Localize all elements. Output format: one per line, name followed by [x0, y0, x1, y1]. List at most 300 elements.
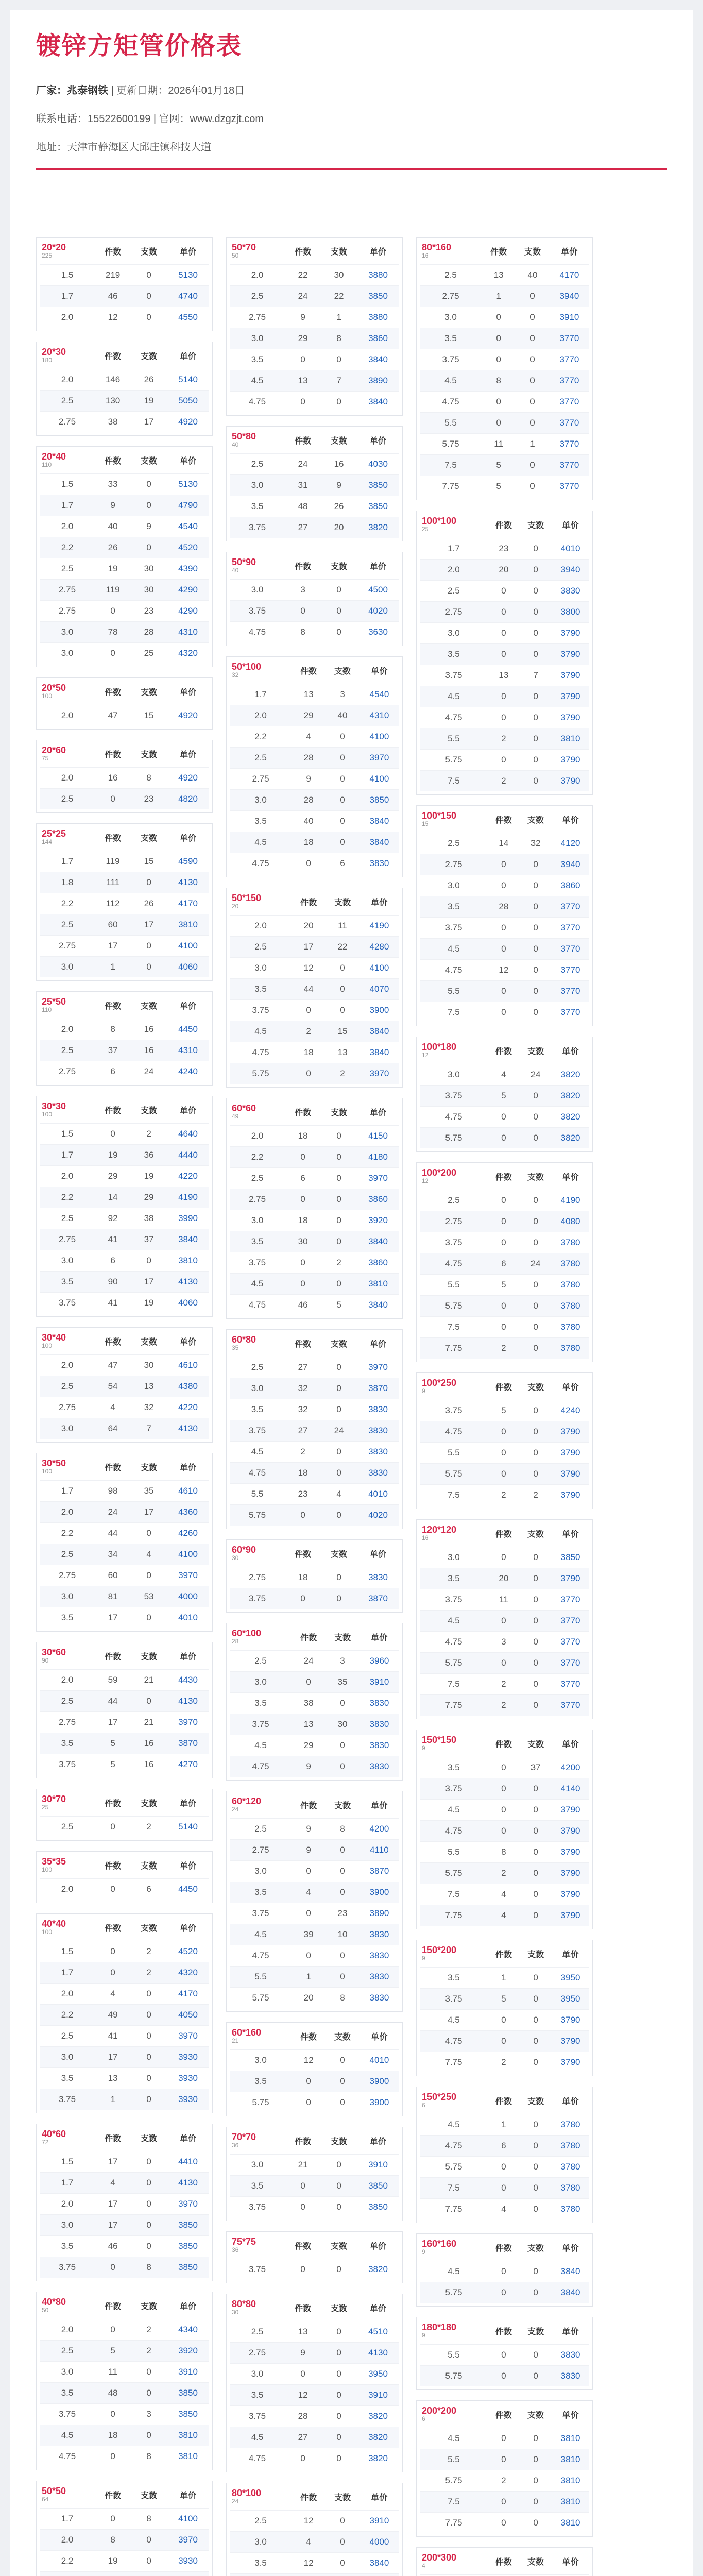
price-cell: 4100: [359, 958, 399, 979]
price-header: 单价: [562, 1740, 579, 1749]
spec-count: 20: [232, 903, 239, 910]
spec-table-head: [230, 888, 399, 916]
price-cell: 4450: [167, 1879, 209, 1900]
spec-count: 36: [232, 2142, 239, 2149]
price-cell: 3830: [552, 2366, 589, 2387]
spec-table-body: [230, 684, 399, 874]
pieces-cell: 17: [95, 2151, 131, 2173]
price-cell: 3790: [552, 1568, 589, 1589]
pieces-header: 件数: [495, 521, 512, 530]
price-cell: 3920: [357, 1210, 399, 1231]
spec-table-head: [40, 342, 209, 369]
pieces-header: 件数: [295, 2137, 312, 2146]
table-row: [40, 2362, 209, 2383]
thickness-cell: 3.0: [230, 2364, 285, 2385]
spec-table-head: [420, 1373, 589, 1400]
thickness-cell: 7.5: [420, 455, 482, 476]
company-line: [36, 82, 667, 97]
thickness-cell: 2.2: [230, 726, 292, 748]
thickness-cell: 5.75: [420, 1653, 488, 1674]
pieces-header: 件数: [105, 247, 122, 257]
thickness-cell: 1.7: [420, 538, 488, 560]
price-cell: 4120: [552, 833, 589, 854]
price-cell: 3780: [552, 1253, 589, 1275]
thickness-cell: 2.75: [420, 854, 488, 875]
pieces-cell: 0: [488, 644, 520, 665]
pieces-cell: 6: [285, 1168, 321, 1189]
thickness-cell: 3.75: [230, 1588, 285, 1609]
spec-count: 100: [42, 1111, 53, 1118]
price-header: 单价: [371, 1801, 388, 1810]
thickness-cell: 2.75: [230, 769, 292, 790]
spec-card: [416, 511, 593, 795]
spec-table: [230, 2232, 399, 2280]
price-cell: 3820: [357, 2448, 399, 2469]
thickness-cell: 2.75: [230, 1189, 285, 1210]
table-row: [230, 2553, 399, 2574]
price-cell: 3810: [552, 2513, 589, 2534]
pieces-cell: 2: [488, 771, 520, 792]
price-cell: 3790: [552, 771, 589, 792]
thickness-cell: 3.0: [40, 622, 95, 643]
pieces-cell: 37: [95, 1040, 131, 1061]
spec-size: 30*50: [42, 1458, 66, 1468]
spec-count: 100: [42, 1928, 53, 1936]
thickness-cell: 5.5: [420, 2345, 488, 2366]
spec-table: [420, 1520, 589, 1716]
spec-count: 100: [42, 1342, 53, 1350]
price-cell: 4200: [552, 1757, 589, 1778]
price-cell: [167, 2572, 209, 2576]
spec-table-head: [230, 427, 399, 454]
company-name: 兆泰钢铁: [67, 85, 108, 96]
price-cell: 3840: [357, 392, 399, 413]
pieces-cell: 11: [95, 2362, 131, 2383]
table-row: [420, 918, 589, 939]
table-row: [40, 580, 209, 601]
pieces-cell: 17: [95, 2215, 131, 2236]
thickness-cell: 2.5: [230, 2511, 292, 2532]
spec-header-row: [40, 2124, 209, 2151]
thickness-cell: 3.5: [230, 811, 292, 832]
count-cell: 0: [321, 2448, 357, 2469]
count-cell: 37: [520, 1757, 552, 1778]
price-cell: 4450: [167, 1019, 209, 1040]
pieces-header: 件数: [105, 2134, 122, 2143]
thickness-cell: 2.0: [40, 705, 95, 726]
count-header: 支数: [334, 1801, 351, 1810]
spec-header-row: [40, 740, 209, 768]
table-row: [230, 1463, 399, 1484]
count-header: 支数: [141, 834, 158, 843]
thickness-cell: 4.75: [230, 1756, 292, 1777]
pieces-cell: 0: [292, 1672, 325, 1693]
table-row: [420, 1275, 589, 1296]
spec-count: 64: [42, 2496, 49, 2503]
table-row: [420, 623, 589, 644]
table-row: [420, 2010, 589, 2031]
spec-card: [36, 237, 213, 331]
thickness-cell: 4.5: [230, 1021, 292, 1042]
spec-size: 60*60: [232, 1103, 256, 1113]
table-row: [40, 789, 209, 810]
pieces-cell: 4: [488, 1064, 520, 1086]
spec-card: [36, 991, 213, 1086]
spec-table-body: [230, 1357, 399, 1526]
spec-table-body: [230, 1567, 399, 1609]
price-cell: 3790: [552, 1464, 589, 1485]
pieces-cell: 29: [285, 328, 321, 349]
thickness-cell: 3.75: [420, 349, 482, 370]
price-cell: 3900: [359, 1882, 399, 1903]
price-cell: 3790: [552, 1485, 589, 1506]
spec-table: [40, 678, 209, 726]
thickness-cell: 2.5: [230, 1168, 285, 1189]
pieces-header: 件数: [300, 1633, 317, 1642]
price-header: 单价: [180, 750, 197, 759]
price-cell: 4170: [550, 265, 589, 286]
price-cell: 3850: [357, 475, 399, 496]
pieces-cell: 20: [488, 560, 520, 581]
table-row: [230, 1042, 399, 1063]
spec-table-head: [40, 447, 209, 474]
price-cell: 4430: [167, 1670, 209, 1691]
thickness-cell: 3.75: [230, 601, 285, 622]
spec-size: 50*100: [232, 661, 262, 672]
spec-header-row: [230, 552, 399, 580]
pieces-cell: 0: [95, 601, 131, 622]
price-cell: 3770: [550, 370, 589, 392]
count-cell: 0: [520, 1800, 552, 1821]
price-columns: [36, 237, 667, 2576]
count-cell: 0: [321, 1357, 357, 1378]
price-cell: 3790: [552, 2010, 589, 2031]
table-row: [420, 286, 589, 307]
thickness-cell: 5.5: [420, 413, 482, 434]
price-cell: 3870: [357, 1588, 399, 1609]
spec-name: [40, 1453, 95, 1481]
spec-size: 30*30: [42, 1100, 66, 1111]
price-cell: 3770: [552, 1653, 589, 1674]
price-cell: 3810: [357, 1274, 399, 1295]
price-cell: 4340: [167, 2319, 209, 2341]
spec-table-head: [420, 1730, 589, 1757]
count-cell: 6: [325, 853, 359, 874]
table-row: [230, 1484, 399, 1505]
spec-header-row: [40, 1914, 209, 1941]
count-cell: 0: [131, 957, 167, 978]
spec-name: [230, 2023, 292, 2050]
count-cell: 26: [131, 893, 167, 914]
table-row: [230, 496, 399, 517]
count-cell: 0: [131, 2026, 167, 2047]
spec-card: [416, 1730, 593, 1929]
thickness-cell: 2.5: [40, 1208, 95, 1229]
pieces-cell: 0: [488, 2449, 520, 2470]
table-row: [230, 1588, 399, 1609]
pieces-header: 件数: [105, 2491, 122, 2500]
count-header: 支数: [141, 1652, 158, 1662]
table-row: [40, 495, 209, 516]
count-cell: 0: [131, 1607, 167, 1629]
thickness-cell: 3.75: [420, 1086, 488, 1107]
table-row: [40, 1544, 209, 1565]
website-link[interactable]: | 官网：www.dzgzjt.com: [153, 113, 264, 125]
spec-card: [36, 1789, 213, 1841]
table-row: [40, 622, 209, 643]
count-header: 支数: [527, 2097, 544, 2106]
pieces-cell: 12: [292, 2050, 325, 2071]
spec-table-body: [40, 2151, 209, 2278]
table-row: [230, 1210, 399, 1231]
pieces-cell: 0: [488, 1211, 520, 1232]
spec-table: [230, 2483, 399, 2576]
thickness-cell: 5.75: [420, 2470, 488, 2492]
thickness-cell: 3.0: [40, 1250, 95, 1272]
spec-table-head: [40, 824, 209, 851]
spec-table-body: [40, 1355, 209, 1439]
pieces-cell: 0: [482, 307, 516, 328]
pieces-cell: 41: [95, 2026, 131, 2047]
thickness-cell: 5.75: [420, 2366, 488, 2387]
price-header: 单价: [180, 688, 197, 697]
table-row: [420, 2282, 589, 2303]
thickness-cell: 1.7: [40, 495, 95, 516]
price-cell: 3840: [359, 1042, 399, 1063]
count-cell: 0: [516, 349, 550, 370]
spec-name: [420, 2401, 488, 2428]
count-cell: 0: [321, 2259, 357, 2280]
price-cell: 3810: [552, 2428, 589, 2449]
price-cell: 3810: [167, 2425, 209, 2446]
pieces-cell: 13: [292, 1714, 325, 1735]
spec-table-body: [420, 1757, 589, 1926]
price-cell: 3780: [552, 1338, 589, 1359]
table-row: [420, 2428, 589, 2449]
spec-table-body: [420, 1064, 589, 1149]
price-cell: 3830: [359, 853, 399, 874]
spec-size: 30*60: [42, 1647, 66, 1657]
table-row: [420, 1421, 589, 1443]
spec-count: 12: [422, 1052, 429, 1059]
spec-count: 75: [42, 755, 49, 762]
pieces-cell: 2: [292, 1021, 325, 1042]
thickness-cell: 4.5: [230, 2427, 285, 2448]
thickness-cell: [230, 2574, 292, 2576]
table-row: [40, 1502, 209, 1523]
price-cell: 3840: [167, 1229, 209, 1250]
price-cell: 3950: [552, 1989, 589, 2010]
count-cell: 0: [325, 1756, 359, 1777]
thickness-cell: 2.5: [230, 2321, 285, 2343]
count-header: 支数: [331, 1550, 348, 1559]
spec-table-head: [230, 2023, 399, 2050]
pieces-cell: 26: [95, 537, 131, 558]
spec-name: [420, 1520, 488, 1547]
spec-count: 9: [422, 1955, 425, 1962]
thickness-cell: 5.75: [420, 1863, 488, 1884]
price-cell: 4050: [167, 2005, 209, 2026]
pieces-cell: 29: [292, 705, 325, 726]
spec-header-row: [420, 2317, 589, 2345]
spec-size: 50*150: [232, 892, 262, 903]
count-cell: 0: [520, 750, 552, 771]
price-cell: 3830: [357, 1399, 399, 1420]
pieces-cell: 8: [488, 1842, 520, 1863]
table-row: [420, 707, 589, 728]
pieces-cell: 60: [95, 914, 131, 936]
pieces-header: 件数: [495, 2097, 512, 2106]
table-row: [40, 1481, 209, 1502]
count-header: 支数: [141, 750, 158, 759]
table-row: [230, 2197, 399, 2218]
spec-count: 16: [422, 1534, 429, 1542]
count-cell: 0: [325, 2553, 359, 2574]
pieces-cell: 78: [95, 622, 131, 643]
count-cell: 0: [520, 1674, 552, 1695]
pieces-cell: 5: [95, 1754, 131, 1775]
thickness-cell: 1.5: [40, 1941, 95, 1962]
count-header: 支数: [331, 2304, 348, 2313]
spec-table: [40, 1453, 209, 1628]
table-row: [420, 1128, 589, 1149]
spec-card: [226, 2127, 403, 2221]
table-row: [420, 2449, 589, 2470]
pieces-cell: 119: [95, 580, 131, 601]
thickness-cell: 4.75: [420, 960, 488, 981]
price-cell: 4190: [552, 1190, 589, 1211]
thickness-cell: 3.0: [230, 1672, 292, 1693]
pieces-cell: 0: [488, 602, 520, 623]
pieces-cell: 11: [488, 1589, 520, 1611]
count-header: 支数: [527, 1047, 544, 1056]
thickness-cell: 2.0: [40, 1984, 95, 2005]
spec-header-row: [420, 1940, 589, 1968]
price-cell: 3780: [552, 2178, 589, 2199]
price-header: 单价: [180, 352, 197, 361]
price-cell: 4180: [357, 1147, 399, 1168]
count-cell: 0: [321, 1126, 357, 1147]
pieces-cell: 13: [292, 684, 325, 705]
spec-table-head: [230, 2483, 399, 2511]
count-header: 支数: [527, 2557, 544, 2567]
price-cell: 4240: [167, 1061, 209, 1082]
thickness-cell: 3.0: [40, 957, 95, 978]
spec-name: [40, 2124, 95, 2151]
thickness-cell: 3.75: [230, 1420, 285, 1442]
count-cell: 0: [321, 2406, 357, 2427]
table-row: [40, 474, 209, 495]
table-row: [230, 265, 399, 286]
thickness-cell: 3.5: [420, 1757, 488, 1778]
spec-table-head: [230, 1098, 399, 1126]
count-cell: 0: [325, 1693, 359, 1714]
thickness-cell: 5.75: [230, 1505, 285, 1526]
count-header: 支数: [141, 1002, 158, 1011]
count-cell: 0: [131, 2173, 167, 2194]
thickness-cell: 5.75: [420, 1464, 488, 1485]
count-cell: 0: [520, 2157, 552, 2178]
pieces-cell: 0: [488, 623, 520, 644]
count-header: 支数: [331, 2242, 348, 2251]
thickness-cell: 2.75: [230, 2343, 285, 2364]
pieces-cell: 0: [488, 1821, 520, 1842]
phone-number[interactable]: 15522600199: [88, 113, 151, 125]
pieces-cell: 13: [285, 2321, 321, 2343]
table-row: [420, 1547, 589, 1568]
count-cell: 0: [325, 2050, 359, 2071]
thickness-cell: 4.75: [230, 392, 285, 413]
count-cell: 0: [520, 960, 552, 981]
spec-table: [420, 238, 589, 497]
price-header: 单价: [180, 2302, 197, 2311]
pieces-header: 件数: [495, 1173, 512, 1182]
thickness-cell: 1.5: [40, 1124, 95, 1145]
pieces-cell: 0: [292, 2092, 325, 2113]
spec-name: [230, 238, 285, 265]
price-cell: 4510: [357, 2321, 399, 2343]
count-cell: 23: [131, 601, 167, 622]
count-cell: 3: [325, 684, 359, 705]
table-row: [40, 2341, 209, 2362]
table-row: [230, 307, 399, 328]
pieces-cell: 0: [95, 1962, 131, 1984]
pieces-cell: 0: [488, 2345, 520, 2366]
count-cell: 0: [325, 2532, 359, 2553]
price-cell: 4000: [359, 2532, 399, 2553]
spec-size: 200*200: [422, 2405, 457, 2416]
pieces-cell: 9: [292, 1840, 325, 1861]
pieces-header: 件数: [300, 2493, 317, 2502]
spec-name: [230, 1791, 292, 1819]
thickness-cell: 3.5: [230, 1399, 285, 1420]
count-cell: 1: [516, 434, 550, 455]
count-cell: 6: [131, 1879, 167, 1900]
spec-table-body: [40, 1124, 209, 1314]
count-header: 支数: [331, 2137, 348, 2146]
spec-table-head: [420, 2234, 589, 2261]
spec-name: [420, 238, 482, 265]
price-cell: 3830: [357, 1463, 399, 1484]
table-row: [40, 1355, 209, 1376]
pieces-cell: 9: [285, 307, 321, 328]
price-cell: 5050: [167, 391, 209, 412]
pieces-header: 件数: [295, 1340, 312, 1349]
pieces-cell: 0: [488, 854, 520, 875]
price-cell: 3770: [552, 1002, 589, 1023]
spec-size: 50*50: [42, 2485, 66, 2496]
price-cell: 3790: [552, 1421, 589, 1443]
price-header: 单价: [180, 1924, 197, 1933]
spec-size: 40*40: [42, 1918, 66, 1929]
count-cell: 53: [131, 1586, 167, 1607]
pieces-cell: 111: [95, 872, 131, 893]
pieces-cell: 0: [488, 2178, 520, 2199]
pieces-cell: 12: [292, 2553, 325, 2574]
pieces-cell: 17: [95, 1712, 131, 1733]
spec-size: 150*200: [422, 1944, 457, 1955]
thickness-cell: 3.75: [420, 918, 488, 939]
pieces-cell: 81: [95, 1586, 131, 1607]
count-cell: 0: [520, 623, 552, 644]
pieces-cell: 41: [95, 1229, 131, 1250]
pieces-cell: 38: [95, 412, 131, 433]
count-header: 支数: [141, 456, 158, 466]
count-cell: 0: [321, 1463, 357, 1484]
thickness-cell: 2.75: [40, 936, 95, 957]
count-header: 支数: [334, 2032, 351, 2042]
spec-table: [40, 447, 209, 664]
